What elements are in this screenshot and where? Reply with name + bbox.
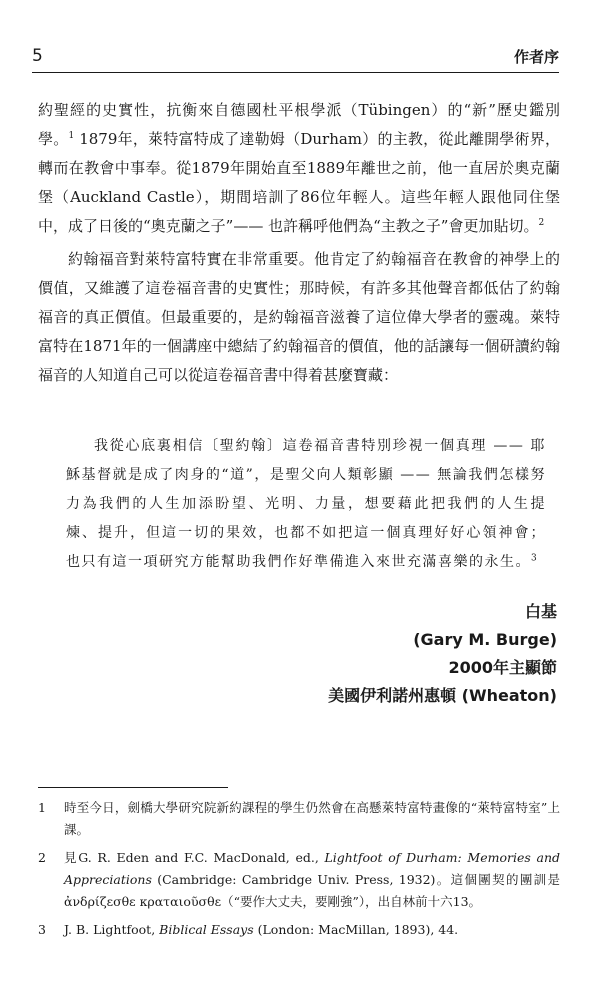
footnote-citation-post: (Cambridge: Cambridge Univ. Press, 1932)。這個團契的團訓是 ἀνδρίζεσθε κραταιοῦσθε（“要作大丈夫，要剛強”），出自林前十六13。 (64, 872, 560, 909)
footnote-book-title: Biblical Essays (159, 922, 254, 937)
footnote-ref-2[interactable]: 2 (538, 218, 545, 228)
footnote-text (64, 919, 560, 941)
header-rule (32, 72, 559, 73)
footnote-number: 2 (38, 850, 46, 865)
footnote-citation-pre: J. B. Lightfoot, (64, 922, 160, 937)
paragraph-1 (38, 96, 560, 241)
footnote-text (64, 847, 560, 913)
author-name-zh: 白基 (524, 602, 557, 621)
block-quote (66, 432, 546, 577)
signature-date: 2000年主顯節 (448, 658, 557, 677)
body-text (38, 96, 560, 394)
signature-block (328, 598, 557, 710)
footnote-2 (38, 847, 560, 913)
footnote-book-title: Lightfoot of Durham: Memories and Appreciations (64, 850, 560, 887)
footnote-citation-post: (London: MacMillan, 1893), 44. (253, 922, 459, 937)
paragraph-2: 約翰福音對萊特富特實在非常重要。他肯定了約翰福音在教會的神學上的價值，又維護了這卷福音書的史實性；那時候，有許多其他聲音都低估了約翰福音的真正價值。但最重要的，是約翰福音滋養了這位偉大學者的靈魂。萊特富特在1871年的一個講座中總結了約翰福音的價值，他的話讓每一個研讀約翰福音的人知道自己可以從這卷福音書中得着甚麼寶藏： (38, 250, 560, 384)
footnote-citation-pre: 見G. R. Eden and F.C. MacDonald, ed., (64, 850, 325, 865)
footnote-number: 3 (38, 922, 46, 937)
block-quote-body: 我從心底裏相信〔聖約翰〕這卷福音書特別珍視一個真理 —— 耶穌基督就是成了肉身的“道”，是聖父向人類彰顯 —— 無論我們怎樣努力為我們的人生加添盼望、光明、力量，想要藉此把我們的人生提煉、提升，但這一切的果效，也都不如把這一個真理好好心領神會；也只有這一項研究方能幫助我們作好準備進入來世充滿喜樂的永生。 (66, 438, 546, 570)
footnote-number: 1 (38, 800, 46, 815)
paragraph-1-part-1: 約聖經的史實性，抗衡來自德國杜平根學派（Tübingen）的“新”歷史鑑別學。 (38, 101, 560, 148)
footnote-ref-3[interactable]: 3 (531, 553, 539, 564)
footnote-text: 時至今日，劍橋大學研究院新約課程的學生仍然會在高懸萊特富特畫像的“萊特富特室”上課。 (64, 800, 560, 837)
footnote-3 (38, 919, 560, 941)
footnote-1 (38, 797, 560, 841)
signature-place: 美國伊利諾州惠頓 (Wheaton) (328, 686, 557, 705)
running-head: 作者序 (513, 48, 559, 66)
author-name-en: (Gary M. Burge) (413, 630, 557, 649)
page-number: 5 (32, 46, 43, 66)
paragraph-1-part-2: 1879年，萊特富特成了達勒姆（Durham）的主教，從此離開學術界，轉而在教會中事奉。從1879年開始直至1889年離世之前，他一直居於奧克蘭堡（Auckland Castle），期間培訓了86位年輕人。這些年輕人跟他同住堡中，成了日後的“奧克蘭之子”—— 也許稱呼他們為“主教之子”會更加貼切。 (38, 130, 560, 235)
block-quote-text (66, 432, 546, 577)
footnotes (38, 797, 560, 947)
footnote-separator (38, 787, 228, 788)
footnote-ref-1[interactable]: 1 (68, 131, 75, 141)
